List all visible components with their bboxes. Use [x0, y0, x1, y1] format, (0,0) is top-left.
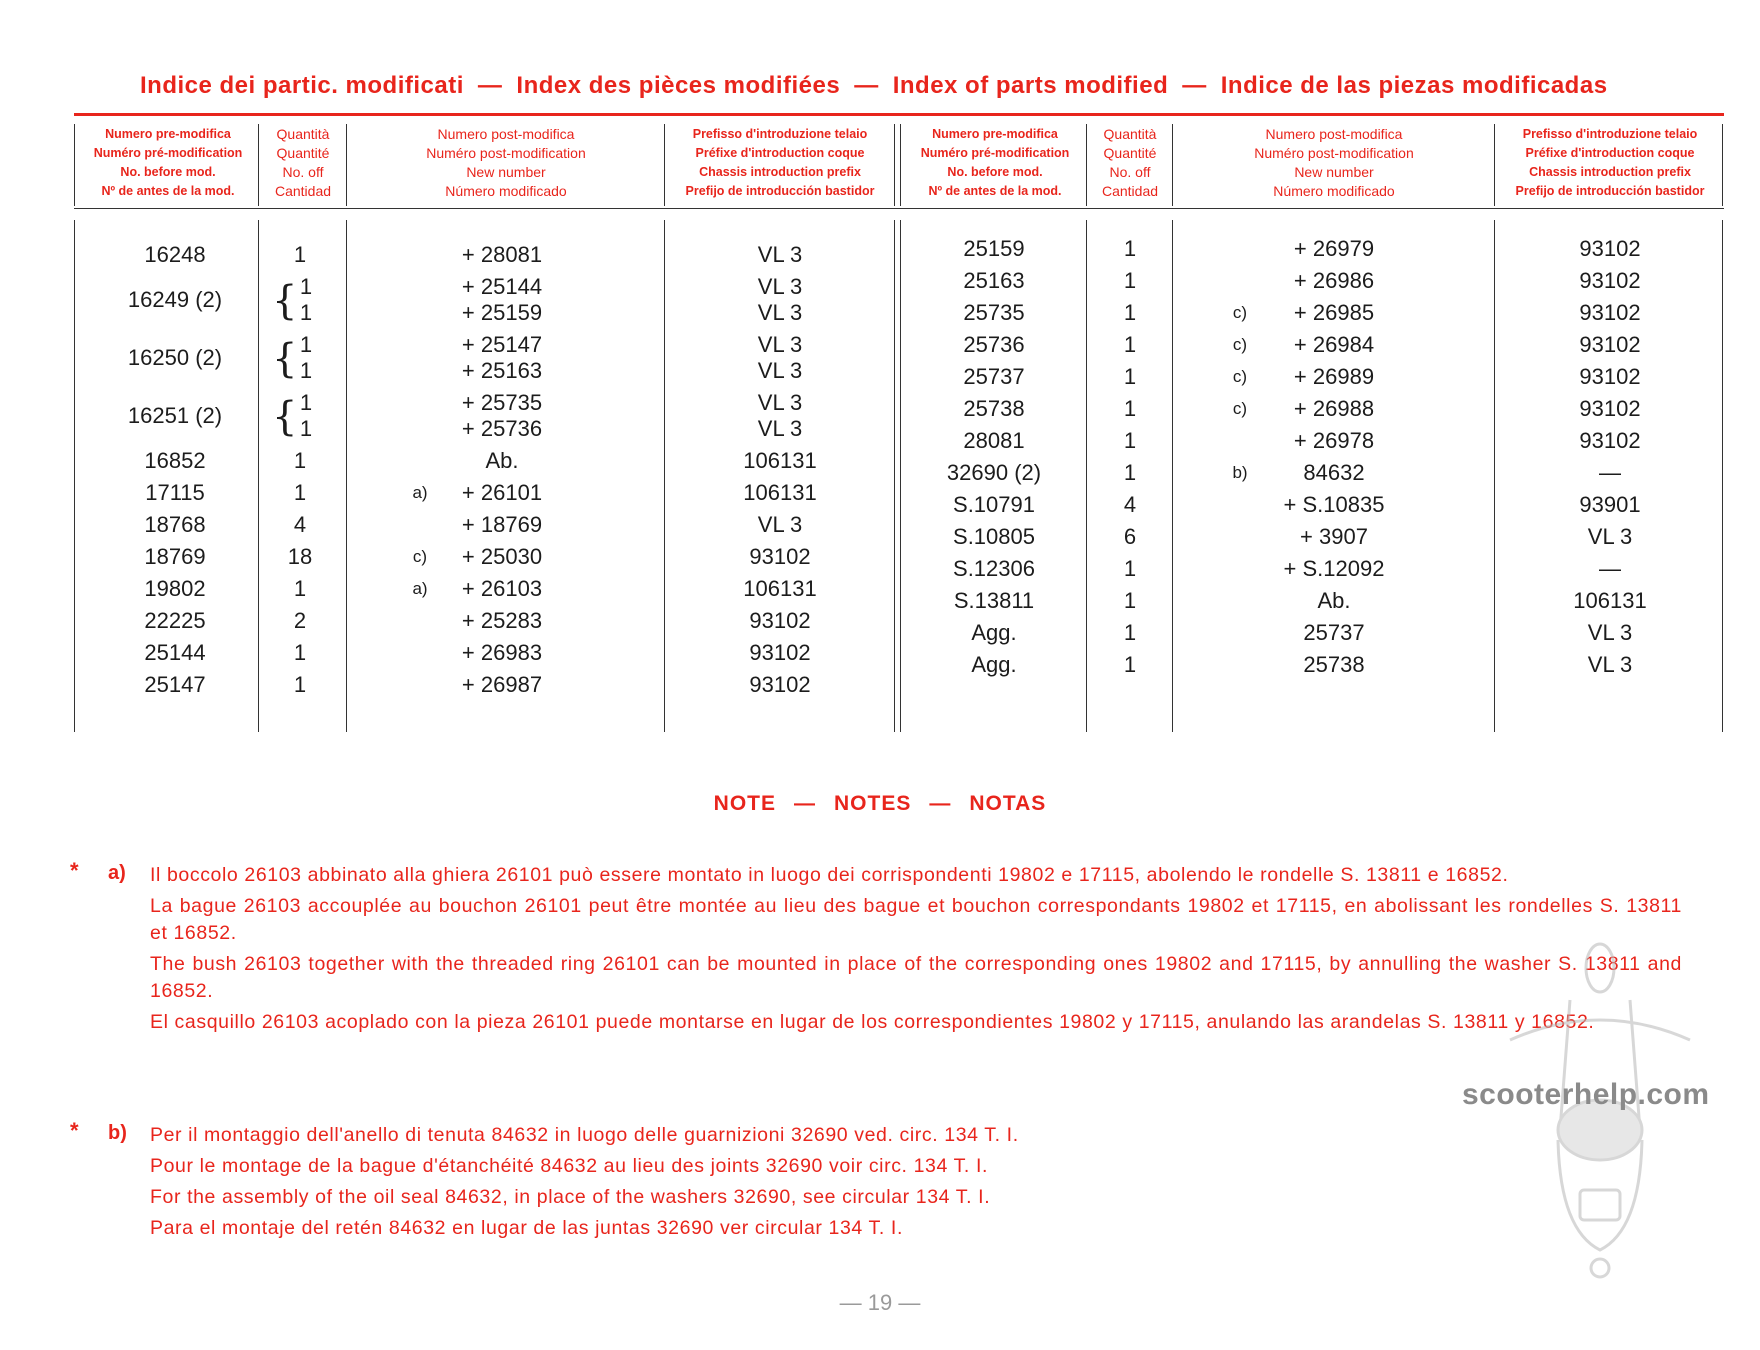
right-row-post-number: 25738 [1303, 652, 1365, 677]
left-row-prefix: VL 3 [757, 390, 803, 415]
header-pre-number-left: Numero pre-modifica Numéro pré-modification No. before mod. Nº de antes de la mod. [93, 127, 243, 198]
right-row-prefix: — [1599, 460, 1621, 485]
left-row-pre-number: 16249 (2) [127, 287, 223, 312]
left-row-post-number: + 26103 [461, 576, 543, 601]
left-row-quantity: 2 [293, 608, 307, 633]
column-rule [894, 124, 895, 206]
left-row-quantity: 18 [287, 544, 313, 569]
header-post-number-right: Numero post-modifica Numéro post-modification New number Número modificado [1254, 126, 1414, 199]
title-separator: — [1182, 72, 1207, 99]
right-row-quantity: 1 [1123, 300, 1137, 325]
left-row-post-number: + 25147 [461, 332, 543, 357]
note-b-fr: Pour le montage de la bague d'étanchéité 84632 au lieu des joints 32690 voir circ. 134 T. I. [150, 1155, 989, 1177]
right-row-prefix: 93102 [1579, 268, 1641, 293]
left-row-prefix: VL 3 [757, 416, 803, 441]
title-it: Indice dei partic. modificati [140, 72, 464, 99]
title-es: Indice de las piezas modificadas [1220, 72, 1608, 99]
left-row-post-number: + 25159 [461, 300, 543, 325]
right-row-pre-number: S.10805 [953, 524, 1035, 549]
left-row-quantity: 1 [293, 576, 307, 601]
left-row-quantity: 1 [299, 416, 313, 441]
right-row-quantity: 1 [1123, 428, 1137, 453]
header-prefix-left: Prefisso d'introduzione telaio Préfixe d'introduction coque Chassis introduction prefix Prefijo de introducción bastidor [685, 127, 875, 198]
left-row-prefix: VL 3 [757, 358, 803, 383]
note-a-en: The bush 26103 together with the threaded ring 26101 can be mounted in place of the corresponding ones 19802 and 17115, by annulling the washer S. 13811 and 16852. [150, 953, 1682, 1002]
note-b-marker: * [70, 1118, 79, 1143]
note-a [150, 862, 1682, 1040]
right-row-post-number: + 26988 [1293, 396, 1375, 421]
right-row-pre-number: 25736 [963, 332, 1025, 357]
right-row-pre-number: 32690 (2) [946, 460, 1042, 485]
right-row-pre-number: 25735 [963, 300, 1025, 325]
right-row-post-number: 84632 [1303, 460, 1365, 485]
right-row-prefix: 93102 [1579, 300, 1641, 325]
column-rule [664, 220, 665, 732]
column-rule [1722, 220, 1723, 732]
column-rule [1494, 124, 1495, 206]
left-row-post-number: + 25030 [461, 544, 543, 569]
column-rule [346, 124, 347, 206]
left-row-post-number: + 28081 [461, 242, 543, 267]
right-row-prefix: — [1599, 556, 1621, 581]
right-row-post-number: + 26984 [1293, 332, 1375, 357]
right-row-quantity: 1 [1123, 236, 1137, 261]
left-row-post-number: + 25163 [461, 358, 543, 383]
right-row-quantity: 1 [1123, 556, 1137, 581]
left-row-pre-number: 18768 [144, 512, 206, 537]
left-row-quantity: 1 [293, 640, 307, 665]
right-row-quantity: 1 [1123, 364, 1137, 389]
right-row-pre-number: S.13811 [953, 588, 1035, 613]
right-row-pre-number: S.12306 [953, 556, 1035, 581]
right-row-post-number: + 3907 [1300, 524, 1368, 549]
right-row-note-ref: c) [1232, 367, 1248, 386]
left-row-pre-number: 16852 [144, 448, 206, 473]
right-row-post-number: + 26986 [1293, 268, 1375, 293]
left-row-quantity: 1 [293, 480, 307, 505]
left-row-pre-number: 25144 [144, 640, 206, 665]
left-row-post-number: + 26987 [461, 672, 543, 697]
left-row-quantity: 1 [299, 390, 313, 415]
right-row-prefix: 93102 [1579, 396, 1641, 421]
header-pre-number-right: Numero pre-modifica Numéro pré-modification No. before mod. Nº de antes de la mod. [920, 127, 1070, 198]
title-separator: — [477, 72, 503, 99]
left-row-note-ref: a) [412, 579, 428, 598]
right-row-prefix: VL 3 [1587, 652, 1633, 677]
left-row-post-number: Ab. [485, 448, 519, 473]
left-row-post-number: + 26101 [461, 480, 543, 505]
left-row-note-ref: c) [412, 547, 428, 566]
right-row-pre-number: 25159 [963, 236, 1025, 261]
right-row-pre-number: 25738 [963, 396, 1025, 421]
left-row-pre-number: 18769 [144, 544, 206, 569]
notes-title: NOTE — NOTES — NOTAS [713, 792, 1047, 815]
left-row-pre-number: 22225 [144, 608, 206, 633]
right-row-note-ref: c) [1232, 335, 1248, 354]
right-row-post-number: + 26985 [1293, 300, 1375, 325]
right-row-pre-number: Agg. [971, 620, 1017, 645]
right-row-quantity: 1 [1123, 460, 1137, 485]
left-row-prefix: 106131 [743, 448, 817, 473]
column-rule [1172, 220, 1173, 732]
note-b-it: Per il montaggio dell'anello di tenuta 84632 in luogo delle guarnizioni 32690 ved. circ. 134 T. I. [150, 1124, 1019, 1146]
column-rule [664, 124, 665, 206]
column-rule [1494, 220, 1495, 732]
right-row-post-number: + 26978 [1293, 428, 1375, 453]
left-row-pre-number: 25147 [144, 672, 206, 697]
right-row-quantity: 1 [1123, 396, 1137, 421]
right-row-post-number: Ab. [1317, 588, 1351, 613]
column-rule [74, 220, 75, 732]
column-rule [894, 220, 895, 732]
column-rule [1722, 124, 1723, 206]
right-row-prefix: VL 3 [1587, 524, 1633, 549]
right-row-pre-number: 25163 [963, 268, 1025, 293]
column-rule [1172, 124, 1173, 206]
note-b-label: b) [108, 1122, 127, 1144]
column-rule [1086, 124, 1087, 206]
right-row-post-number: + S.10835 [1283, 492, 1385, 517]
left-row-prefix: 93102 [749, 608, 811, 633]
watermark: scooterhelp.com [1462, 1078, 1710, 1111]
right-row-post-number: + 26979 [1293, 236, 1375, 261]
group-brace: { [272, 278, 298, 324]
right-row-post-number: + S.12092 [1283, 556, 1385, 581]
group-brace: { [272, 394, 298, 440]
right-row-prefix: VL 3 [1587, 620, 1633, 645]
title-en: Index of parts modified [892, 72, 1169, 99]
left-row-post-number: + 25283 [461, 608, 543, 633]
right-row-post-number: + 26989 [1293, 364, 1375, 389]
note-a-fr: La bague 26103 accouplée au bouchon 26101 peut être montée au lieu des bague et bouchon correspondants 19802 et 17115, en abolissant les rondelles S. 13811 et 16852. [150, 895, 1682, 944]
right-row-prefix: 93102 [1579, 364, 1641, 389]
left-row-quantity: 1 [293, 672, 307, 697]
left-row-post-number: + 18769 [461, 512, 543, 537]
page-title [140, 72, 1660, 100]
header-qty-left: Quantità Quantité No. off Cantidad [274, 126, 332, 199]
left-row-quantity: 4 [293, 512, 307, 537]
left-row-quantity: 1 [299, 274, 313, 299]
note-b-en: For the assembly of the oil seal 84632, in place of the washers 32690, see circular 134 T. I. [150, 1186, 991, 1208]
right-row-prefix: 93102 [1579, 236, 1641, 261]
note-a-label: a) [108, 862, 126, 884]
left-row-prefix: 93102 [749, 640, 811, 665]
right-row-post-number: 25737 [1303, 620, 1365, 645]
left-row-post-number: + 25144 [461, 274, 543, 299]
left-row-quantity: 1 [299, 358, 313, 383]
left-row-pre-number: 16248 [144, 242, 206, 267]
left-row-pre-number: 16251 (2) [127, 403, 223, 428]
note-a-es: El casquillo 26103 acoplado con la pieza 26101 puede montarse en lugar de los correspondientes 19802 y 17115, anulando las arandelas S. 13811 y 16852. [150, 1011, 1595, 1033]
left-row-prefix: VL 3 [757, 274, 803, 299]
right-row-prefix: 106131 [1573, 588, 1647, 613]
right-row-note-ref: c) [1232, 303, 1248, 322]
left-row-quantity: 1 [299, 300, 313, 325]
title-fr: Index des pièces modifiées [516, 72, 841, 99]
right-row-quantity: 4 [1123, 492, 1137, 517]
group-brace: { [272, 336, 298, 382]
left-row-post-number: + 25735 [461, 390, 543, 415]
left-row-pre-number: 17115 [145, 480, 205, 505]
left-row-prefix: VL 3 [757, 300, 803, 325]
note-b [150, 1122, 1550, 1246]
right-row-quantity: 6 [1123, 524, 1137, 549]
right-row-note-ref: b) [1232, 463, 1248, 482]
right-row-quantity: 1 [1123, 332, 1137, 357]
title-rule [74, 113, 1724, 116]
header-qty-right: Quantità Quantité No. off Cantidad [1101, 126, 1159, 199]
left-row-pre-number: 19802 [144, 576, 206, 601]
header-post-number-left: Numero post-modifica Numéro post-modification New number Número modificado [426, 126, 586, 199]
right-row-pre-number: S.10791 [953, 492, 1035, 517]
note-a-it: Il boccolo 26103 abbinato alla ghiera 26101 può essere montato in luogo dei corrispondenti 19802 e 17115, abolendo le rondelle S. 13811 e 16852. [150, 864, 1509, 886]
column-rule [346, 220, 347, 732]
column-rule [258, 220, 259, 732]
column-rule [900, 220, 901, 732]
right-row-quantity: 1 [1123, 588, 1137, 613]
page-number: — 19 — [839, 1290, 921, 1315]
right-row-prefix: 93102 [1579, 428, 1641, 453]
left-row-quantity: 1 [293, 242, 307, 267]
left-row-pre-number: 16250 (2) [127, 345, 223, 370]
note-b-es: Para el montaje del retén 84632 en lugar de las juntas 32690 ver circular 134 T. I. [150, 1217, 903, 1239]
right-row-quantity: 1 [1123, 652, 1137, 677]
left-row-note-ref: a) [412, 483, 428, 502]
title-separator: — [854, 72, 879, 99]
left-row-post-number: + 26983 [461, 640, 543, 665]
left-row-post-number: + 25736 [461, 416, 543, 441]
header-rule [74, 208, 1724, 209]
right-row-note-ref: c) [1232, 399, 1248, 418]
left-row-prefix: VL 3 [757, 332, 803, 357]
left-row-prefix: 93102 [749, 544, 811, 569]
header-prefix-right: Prefisso d'introduzione telaio Préfixe d'introduction coque Chassis introduction prefix Prefijo de introducción bastidor [1515, 127, 1705, 198]
note-a-marker: * [70, 858, 79, 883]
right-row-quantity: 1 [1123, 268, 1137, 293]
column-rule [74, 124, 75, 206]
right-row-quantity: 1 [1123, 620, 1137, 645]
left-row-quantity: 1 [293, 448, 307, 473]
left-row-prefix: 106131 [743, 480, 817, 505]
right-row-prefix: 93102 [1579, 332, 1641, 357]
right-row-pre-number: Agg. [971, 652, 1017, 677]
right-row-prefix: 93901 [1579, 492, 1641, 517]
left-row-prefix: 106131 [743, 576, 817, 601]
left-row-prefix: 93102 [749, 672, 811, 697]
column-rule [900, 124, 901, 206]
column-rule [1086, 220, 1087, 732]
right-row-pre-number: 25737 [963, 364, 1025, 389]
left-row-prefix: VL 3 [757, 512, 803, 537]
left-row-quantity: 1 [299, 332, 313, 357]
left-row-prefix: VL 3 [757, 242, 803, 267]
column-rule [258, 124, 259, 206]
right-row-pre-number: 28081 [963, 428, 1025, 453]
